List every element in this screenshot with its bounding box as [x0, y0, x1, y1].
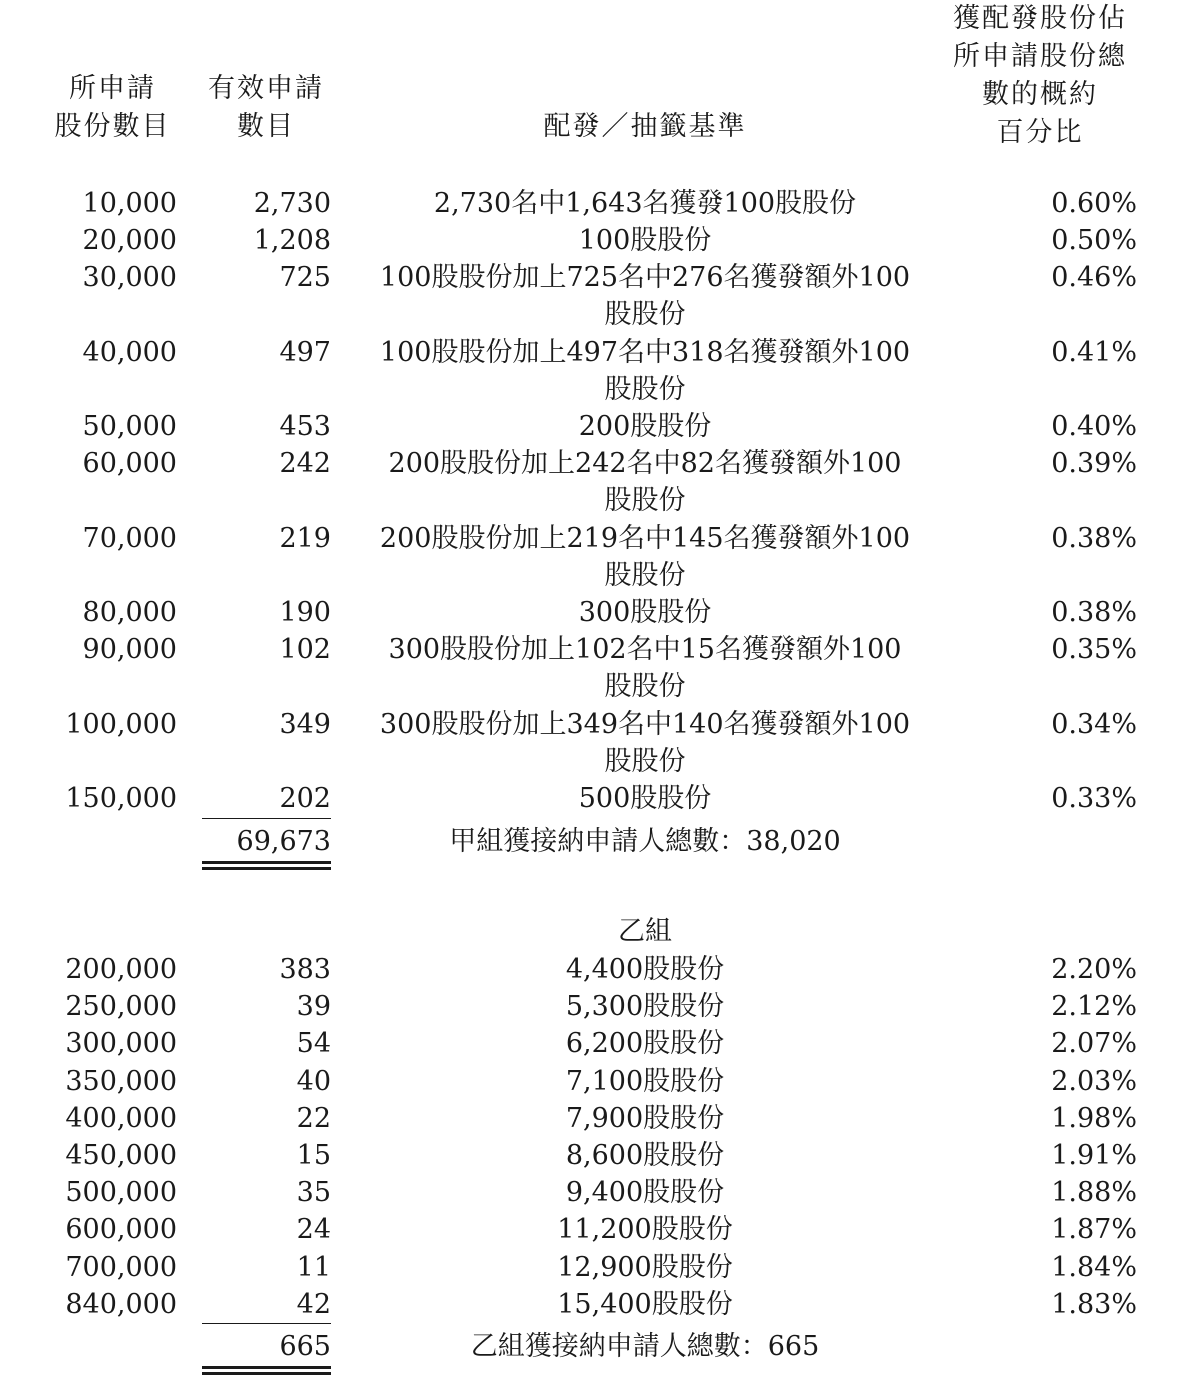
valid-applications: 190 [279, 597, 331, 629]
shares-applied: 600,000 [65, 1214, 177, 1246]
approx-percentage: 2.12% [1051, 991, 1137, 1023]
valid-applications: 42 [296, 1288, 331, 1320]
group-b-subtotal-rule [202, 1323, 331, 1324]
shares-applied: 60,000 [82, 448, 177, 480]
allotment-basis [350, 1286, 940, 1323]
group-b-title: 乙組 [618, 916, 672, 947]
header-line: 配發／抽籤基準 [543, 111, 747, 142]
header-line: 所申請 [69, 73, 156, 104]
allotment-basis [350, 1025, 940, 1062]
valid-applications: 39 [296, 991, 331, 1023]
allotment-basis [350, 706, 940, 780]
basis-line: 300股股份加上102名中15名獲發額外100 [388, 634, 902, 666]
approx-percentage: 0.50% [1051, 225, 1137, 257]
valid-applications: 2,730 [253, 188, 331, 219]
basis-line: 12,900股股份 [557, 1251, 733, 1283]
basis-line: 股股份 [604, 745, 686, 777]
valid-applications: 40 [296, 1065, 331, 1097]
shares-applied: 840,000 [65, 1288, 177, 1320]
approx-percentage: 0.39% [1051, 448, 1137, 480]
approx-percentage: 1.98% [1051, 1102, 1137, 1134]
approx-percentage: 2.07% [1051, 1028, 1137, 1060]
shares-applied: 40,000 [82, 336, 177, 368]
shares-applied: 450,000 [65, 1140, 177, 1171]
allotment-basis [350, 185, 940, 222]
allotment-basis [350, 520, 940, 594]
approx-percentage: 1.88% [1051, 1177, 1137, 1209]
allotment-basis [350, 951, 940, 988]
allotment-basis [350, 1063, 940, 1100]
allotment-basis [350, 1174, 940, 1211]
valid-applications: 22 [296, 1102, 331, 1134]
shares-applied: 100,000 [65, 708, 177, 740]
shares-applied: 50,000 [82, 411, 177, 443]
valid-applications: 242 [279, 448, 331, 480]
basis-line: 6,200股股份 [565, 1028, 725, 1060]
group-a-double-rule [202, 861, 331, 870]
shares-applied: 500,000 [65, 1177, 177, 1209]
allotment-basis [350, 780, 940, 817]
header-line: 有效申請 [208, 73, 324, 104]
approx-percentage: 2.03% [1051, 1065, 1137, 1097]
valid-applications: 102 [279, 634, 331, 666]
basis-line: 100股股份加上725名中276名獲發額外100 [379, 262, 911, 294]
basis-line: 7,100股股份 [565, 1065, 725, 1097]
allotment-basis [350, 1100, 940, 1137]
group-a-total-apps: 69,673 [236, 826, 331, 857]
valid-applications: 497 [279, 336, 331, 368]
basis-line: 股股份 [604, 671, 686, 703]
header-line: 獲配發股份佔 [953, 3, 1127, 34]
header-line: 數的概約 [982, 79, 1098, 110]
basis-line: 2,730名中1,643名獲發100股股份 [433, 188, 857, 219]
shares-applied: 350,000 [65, 1065, 177, 1097]
approx-percentage: 0.40% [1051, 411, 1137, 443]
approx-percentage: 0.46% [1051, 262, 1137, 294]
basis-line: 股股份 [604, 373, 686, 405]
header-allotment-basis [420, 108, 870, 146]
group-b-total-note: 乙組獲接納申請人總數：665 [470, 1331, 820, 1362]
approx-percentage: 1.83% [1051, 1288, 1137, 1320]
basis-line: 11,200股股份 [557, 1214, 733, 1246]
approx-percentage: 1.87% [1051, 1214, 1137, 1246]
header-line: 數目 [237, 111, 295, 142]
approx-percentage: 0.60% [1051, 188, 1137, 219]
shares-applied: 400,000 [65, 1102, 177, 1134]
approx-percentage: 1.91% [1051, 1140, 1137, 1171]
valid-applications: 219 [279, 522, 331, 554]
basis-line: 200股股份加上219名中145名獲發額外100 [379, 522, 911, 554]
header-line: 股份數目 [54, 111, 171, 142]
valid-applications: 1,208 [253, 225, 331, 257]
header-valid-applications [192, 70, 340, 146]
basis-line: 500股股份 [578, 783, 712, 815]
approx-percentage: 0.35% [1051, 634, 1137, 666]
basis-line: 100股股份加上497名中318名獲發額外100 [379, 336, 911, 368]
shares-applied: 150,000 [65, 783, 177, 815]
allotment-basis [350, 1211, 940, 1248]
valid-applications: 24 [296, 1214, 331, 1246]
approx-percentage: 0.33% [1051, 783, 1137, 815]
allotment-basis [350, 445, 940, 519]
group-b-total-apps: 665 [279, 1331, 331, 1362]
shares-applied: 20,000 [82, 225, 177, 257]
valid-applications: 725 [279, 262, 331, 294]
allotment-basis [350, 988, 940, 1025]
basis-line: 股股份 [604, 485, 686, 517]
group-a-subtotal-rule [202, 818, 331, 819]
valid-applications: 383 [279, 954, 331, 985]
basis-line: 股股份 [604, 559, 686, 591]
approx-percentage: 0.38% [1051, 597, 1137, 629]
basis-line: 15,400股股份 [557, 1288, 733, 1320]
basis-line: 200股股份加上242名中82名獲發額外100 [388, 448, 902, 480]
allotment-basis [350, 1249, 940, 1286]
header-line: 百分比 [996, 117, 1084, 148]
shares-applied: 700,000 [65, 1251, 177, 1283]
group-b-double-rule [202, 1366, 331, 1375]
basis-line: 9,400股股份 [565, 1177, 725, 1209]
valid-applications: 453 [279, 411, 331, 443]
shares-applied: 80,000 [82, 597, 177, 629]
shares-applied: 300,000 [65, 1028, 177, 1060]
group-a-total-note: 甲組獲接納申請人總數：38,020 [449, 826, 841, 857]
valid-applications: 349 [279, 708, 331, 740]
shares-applied: 70,000 [82, 522, 177, 554]
shares-applied: 200,000 [65, 954, 177, 985]
allotment-basis [350, 408, 940, 445]
approx-percentage: 0.38% [1051, 522, 1137, 554]
shares-applied: 250,000 [65, 991, 177, 1023]
valid-applications: 54 [296, 1028, 331, 1060]
approx-percentage: 0.34% [1051, 708, 1137, 740]
shares-applied: 90,000 [82, 634, 177, 666]
header-line: 所申請股份總 [953, 41, 1127, 72]
basis-line: 100股股份 [578, 225, 712, 257]
allotment-basis [350, 1137, 940, 1174]
basis-line: 300股股份加上349名中140名獲發額外100 [379, 708, 911, 740]
approx-percentage: 1.84% [1051, 1251, 1137, 1283]
basis-line: 4,400股股份 [565, 954, 725, 985]
basis-line: 股股份 [604, 299, 686, 331]
allotment-basis [350, 334, 940, 408]
basis-line: 5,300股股份 [565, 991, 725, 1023]
basis-line: 8,600股股份 [565, 1140, 725, 1171]
shares-applied: 30,000 [82, 262, 177, 294]
header-shares-applied [40, 70, 185, 146]
valid-applications: 11 [296, 1251, 331, 1283]
basis-line: 200股股份 [578, 411, 712, 443]
valid-applications: 15 [296, 1140, 331, 1171]
header-approx-percentage [935, 0, 1145, 152]
valid-applications: 202 [279, 783, 331, 815]
allotment-basis [350, 222, 940, 259]
approx-percentage: 0.41% [1051, 336, 1137, 368]
basis-line: 7,900股股份 [565, 1102, 725, 1134]
shares-applied: 10,000 [82, 188, 177, 219]
basis-line: 300股股份 [578, 597, 712, 629]
allotment-basis [350, 594, 940, 631]
allotment-basis [350, 631, 940, 705]
valid-applications: 35 [296, 1177, 331, 1209]
approx-percentage: 2.20% [1051, 954, 1137, 985]
allotment-basis [350, 259, 940, 333]
